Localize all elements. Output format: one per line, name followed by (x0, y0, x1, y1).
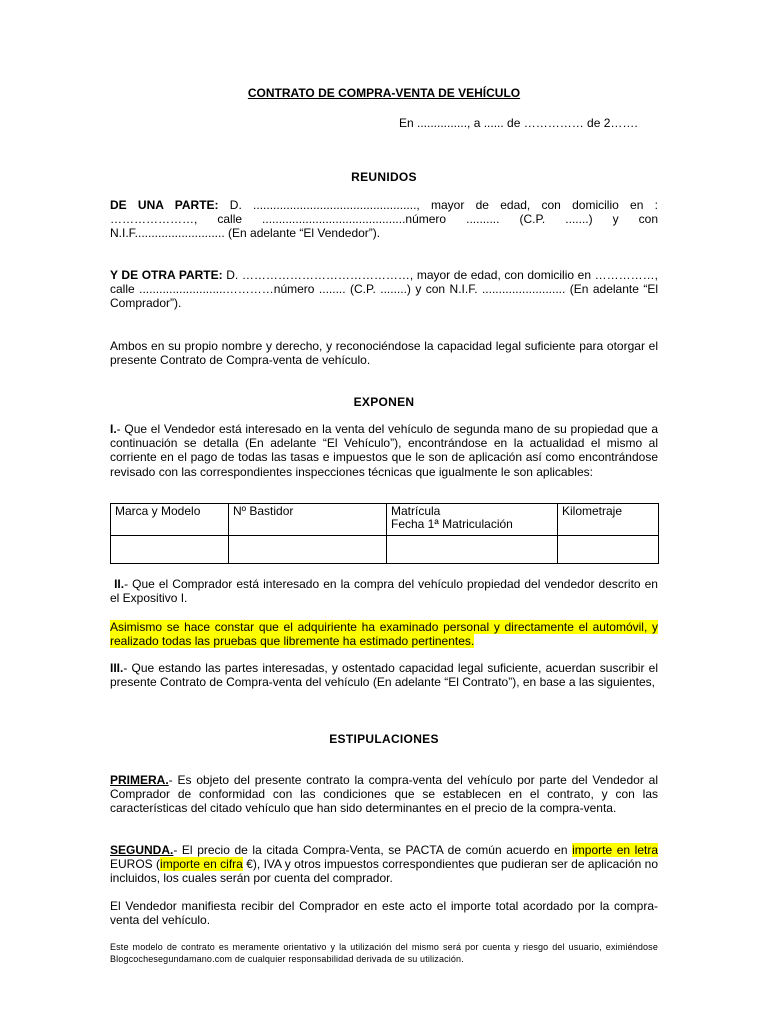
ambos-paragraph: Ambos en su propio nombre y derecho, y reconociéndose la capacidad legal suficiente para otorgar el presente Contrato de Compra-venta de vehículo. (110, 339, 658, 368)
party-seller-label: DE UNA PARTE: (110, 198, 219, 212)
disclaimer-footer: Este modelo de contrato es meramente orientativo y la utilización del mismo será por cuenta y riesgo del usuario, eximiéndose Blogcochesegundamano.com de cualquier responsabilidad derivada de su utilización. (110, 942, 658, 964)
importe-cifra-highlight: importe en cifra (160, 857, 243, 872)
heading-reunidos: REUNIDOS (351, 170, 417, 184)
expositivo-2 (110, 577, 658, 605)
clausula-primera (110, 773, 658, 816)
clausula-segunda-label: SEGUNDA. (110, 843, 174, 857)
col-kilometraje: Kilometraje (558, 504, 659, 536)
cell-bastidor (229, 536, 387, 564)
vehicle-table-row (111, 536, 659, 564)
party-buyer-label: Y DE OTRA PARTE: (110, 268, 223, 282)
col-fecha-label: Fecha 1ª Matriculación (391, 517, 513, 531)
expositivo-1-label: I. (110, 422, 117, 436)
expositivo-3-text: - Que estando las partes interesadas, y ostentado capacidad legal suficiente, acuerdan suscribir el presente Contrato de Compra-venta del vehículo (En adelante “El Contrato”), en base a las siguientes, (110, 661, 658, 690)
asimismo-highlight: Asimismo se hace constar que el adquiriente ha examinado personal y directamente el automóvil, y realizado todas las pruebas que libremente ha estimado pertinentes. (110, 620, 658, 649)
party-buyer-text: D. ……………………………………, mayor de edad, con domicilio en ……………, calle ..........................…………número ........ (C.P. ........) y con N.I.F. ......................... (En adelante “El Comprador”). (110, 268, 658, 311)
vehicle-table-header (111, 504, 659, 536)
heading-exponen: EXPONEN (353, 395, 415, 409)
cell-marca (111, 536, 229, 564)
expositivo-2-label: II. (114, 577, 125, 591)
party-buyer (110, 268, 658, 311)
expositivo-2-text: - Que el Comprador está interesado en la compra del vehículo propiedad del vendedor descrito en el Expositivo I. (110, 577, 658, 606)
clausula-segunda-text-2: EUROS ( (110, 857, 161, 872)
clausula-primera-label: PRIMERA. (110, 773, 169, 787)
clausula-primera-text: - Es objeto del presente contrato la compra-venta del vehículo por parte del Vendedor al Comprador de conformidad con las condiciones que se establecen en el contrato, y con las características del citado vehículo que han sido determinantes en el precio de la compra-venta. (110, 773, 658, 816)
cell-matricula (387, 536, 558, 564)
date-line: En ..............., a ...... de …………… de 2……. (399, 116, 638, 130)
expositivo-3 (110, 661, 658, 689)
heading-estipulaciones: ESTIPULACIONES (329, 732, 439, 746)
expositivo-3-label: III. (110, 661, 124, 675)
col-matricula (387, 504, 558, 536)
party-seller (110, 198, 658, 241)
col-bastidor: Nº Bastidor (229, 504, 387, 536)
expositivo-1-text: - Que el Vendedor está interesado en la venta del vehículo de segunda mano de su propiedad que a continuación se detalla (En adelante “El Vehículo”), encontrándose en la actualidad el mismo al corriente en el pago de todas las tasas e impuestos que le son de aplicación así como encontrándose revisado con las correspondientes inspecciones técnicas que igualmente le son aplicables: (110, 422, 658, 479)
cell-kilometraje (558, 536, 659, 564)
expositivo-1 (110, 422, 658, 479)
clausula-segunda (110, 843, 658, 886)
clausula-segunda-text-3: €), IVA y otros impuestos correspondientes que pudieran ser de aplicación no incluidos, los cuales serán por cuenta del comprador. (110, 857, 658, 886)
asimismo-paragraph (110, 620, 658, 648)
vehicle-table (110, 503, 659, 564)
manifiesta-paragraph: El Vendedor manifiesta recibir del Comprador en este acto el importe total acordado por la compra-venta del vehículo. (110, 899, 658, 928)
importe-letra-highlight: importe en letra (572, 843, 658, 857)
party-seller-text: D. ................................................., mayor de edad, con domicilio en : …………………, calle ...........................................número .......... (C.P. .......) y con N.I.F........................... (En adelante “El Vendedor”). (110, 198, 658, 241)
clausula-segunda-text-1: - El precio de la citada Compra-Venta, se PACTA de común acuerdo en (173, 843, 573, 857)
contract-title: CONTRATO DE COMPRA-VENTA DE VEHÍCULO (247, 86, 521, 100)
col-marca: Marca y Modelo (111, 504, 229, 536)
col-matricula-label: Matrícula (391, 504, 441, 518)
